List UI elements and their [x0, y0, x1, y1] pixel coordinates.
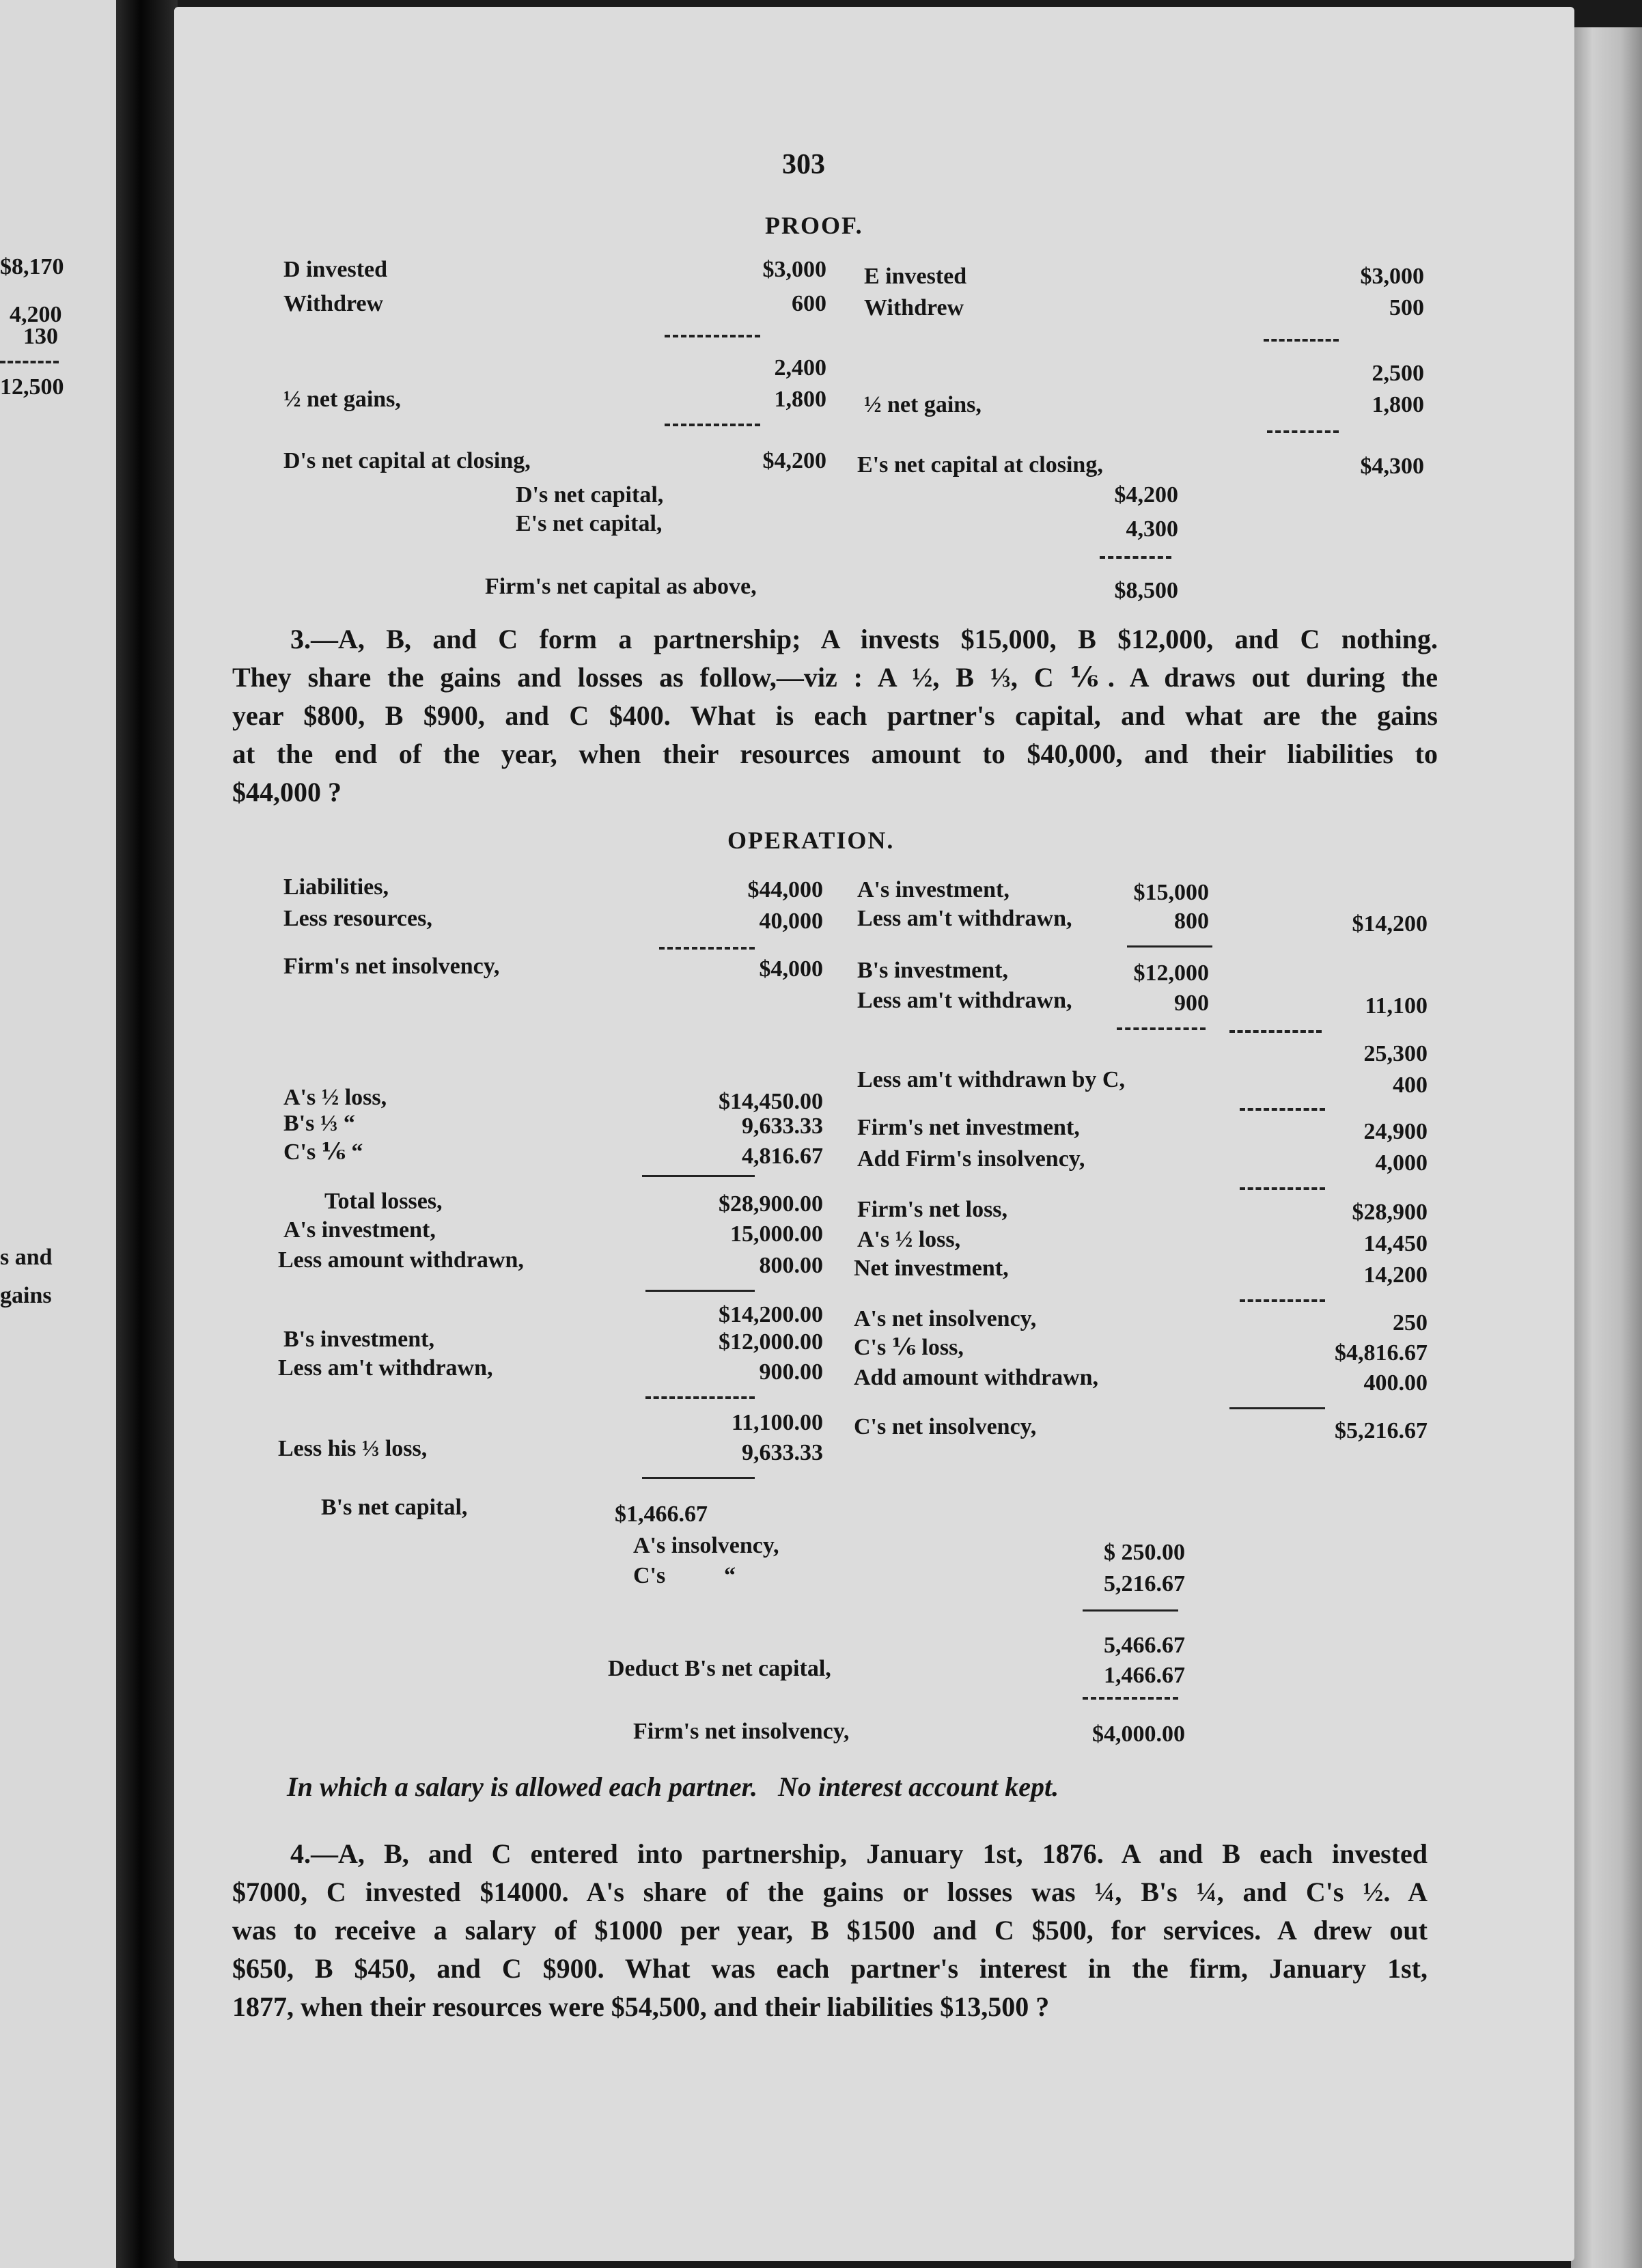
- r-firm-net-investment-label: Firm's net investment,: [857, 1115, 1080, 1140]
- rule: [645, 1290, 755, 1292]
- e-net-capital-value: $4,300: [1360, 454, 1424, 479]
- e-net-capital-label: E's net capital at closing,: [857, 452, 1103, 478]
- e-invested-value: $3,000: [1360, 264, 1424, 289]
- c-loss-label: C's ⅙ “: [283, 1139, 363, 1165]
- b-subtotal: 11,100.00: [731, 1410, 823, 1435]
- proof-heading: PROOF.: [765, 212, 863, 239]
- b-c-label: C's: [633, 1563, 666, 1588]
- rule: [642, 1477, 755, 1479]
- firm-insolvency-value: $4,000: [759, 956, 823, 982]
- sum-e-value: 4,300: [1126, 516, 1178, 542]
- prev-page-rule: [0, 361, 59, 363]
- r-firm-net-loss-label: Firm's net loss,: [857, 1197, 1008, 1222]
- page-number: 303: [782, 149, 825, 180]
- r-a-less-withdrawn-label: Less am't withdrawn,: [857, 906, 1072, 931]
- page-edge-stack: [1571, 27, 1642, 2268]
- r-b-less-withdrawn-label: Less am't withdrawn,: [857, 988, 1072, 1013]
- b-less-withdrawn-label: Less am't withdrawn,: [278, 1355, 493, 1381]
- sum-d-label: D's net capital,: [516, 482, 664, 508]
- b-investment-label: B's investment,: [283, 1327, 434, 1352]
- d-net-capital-value: $4,200: [762, 448, 826, 473]
- problem-3-line: at the end of the year, when their resources amount to $40,000, and their liabilities to: [232, 738, 1438, 769]
- rule: [1229, 1407, 1325, 1409]
- prev-page-text: 12,500: [0, 374, 64, 400]
- rule: [1267, 430, 1339, 433]
- problem-3-line: 3.—A, B, and C form a partnership; A invests $15,000, B $12,000, and C nothing.: [290, 624, 1438, 654]
- prev-page-text: 130: [23, 324, 58, 349]
- problem-3-text: [232, 620, 1438, 812]
- r-ab-subtotal: 25,300: [1363, 1041, 1428, 1066]
- problem-3-line: They share the gains and losses as follow,—viz : A ½, B ⅓, C ⅙. A draws out during the: [232, 662, 1438, 693]
- total-losses-label: Total losses,: [324, 1189, 443, 1214]
- book-gutter: [116, 0, 178, 2268]
- r-a-less-withdrawn-value: 800: [1174, 909, 1209, 934]
- a-less-withdrawn-label: Less amount withdrawn,: [278, 1247, 524, 1273]
- a-investment-label: A's investment,: [283, 1217, 436, 1243]
- c-loss-value: 4,816.67: [742, 1144, 823, 1169]
- d-half-gains-value: 1,800: [774, 387, 826, 412]
- a-investment-value: 15,000.00: [730, 1221, 823, 1247]
- b-firm-insolvency-label: Firm's net insolvency,: [633, 1719, 850, 1744]
- total-losses-value: $28,900.00: [719, 1191, 823, 1217]
- r-c-loss-value: $4,816.67: [1335, 1340, 1428, 1366]
- r-firm-net-loss-value: $28,900: [1352, 1200, 1428, 1225]
- r-less-c-withdrawn-value: 400: [1393, 1073, 1428, 1098]
- rule: [1240, 1108, 1325, 1111]
- problem-3-line: $44,000 ?: [232, 777, 342, 807]
- r-a-net: $14,200: [1352, 911, 1428, 937]
- e-invested-label: E invested: [864, 264, 967, 289]
- prev-page-text: s and: [0, 1245, 53, 1270]
- r-c-net-insolvency-value: $5,216.67: [1335, 1418, 1428, 1443]
- r-a-half-loss-value: 14,450: [1363, 1231, 1428, 1256]
- d-invested-value: $3,000: [762, 257, 826, 282]
- rule: [645, 1396, 755, 1399]
- rule: [1264, 339, 1339, 342]
- r-a-half-loss-label: A's ½ loss,: [857, 1227, 961, 1252]
- salary-note: In which a salary is allowed each partner. No interest account kept.: [287, 1771, 1059, 1802]
- a-loss-label: A's ½ loss,: [283, 1085, 387, 1110]
- b-less-loss-value: 9,633.33: [742, 1440, 823, 1465]
- b-less-loss-label: Less his ⅓ loss,: [278, 1436, 428, 1461]
- d-withdrew-value: 600: [792, 291, 826, 316]
- rule: [1127, 945, 1212, 948]
- b-c-ditto: “: [724, 1563, 736, 1588]
- b-a-insolvency-label: A's insolvency,: [633, 1533, 779, 1558]
- prev-page-text: $8,170: [0, 254, 64, 279]
- problem-4-line: was to receive a salary of $1000 per year, B $1500 and C $500, for services. A drew out: [232, 1915, 1428, 1946]
- r-firm-net-investment-value: 24,900: [1363, 1119, 1428, 1144]
- problem-4-text: [232, 1835, 1428, 2026]
- b-deduct-value: 1,466.67: [1104, 1663, 1185, 1688]
- e-withdrew-value: 500: [1389, 295, 1424, 320]
- b-less-withdrawn-value: 900.00: [759, 1359, 823, 1385]
- rule: [665, 424, 760, 426]
- rule: [1240, 1299, 1325, 1302]
- b-loss-value: 9,633.33: [742, 1114, 823, 1139]
- rule: [1083, 1609, 1178, 1612]
- problem-4-line: $650, B $450, and C $900. What was each partner's interest in the firm, January 1st,: [232, 1953, 1428, 1984]
- b-firm-insolvency-value: $4,000.00: [1092, 1721, 1185, 1747]
- r-add-firm-insolvency-label: Add Firm's insolvency,: [857, 1146, 1085, 1172]
- firm-net-capital-value: $8,500: [1114, 578, 1178, 603]
- b-c-value: 5,216.67: [1104, 1571, 1185, 1596]
- problem-4-line: 4.—A, B, and C entered into partnership, January 1st, 1876. A and B each invested: [290, 1838, 1428, 1869]
- sum-d-value: $4,200: [1114, 482, 1178, 508]
- r-a-net-insolvency-label: A's net insolvency,: [854, 1306, 1037, 1331]
- r-add-withdrawn-value: 400.00: [1363, 1370, 1428, 1396]
- r-a-investment-label: A's investment,: [857, 877, 1010, 902]
- liabilities-label: Liabilities,: [283, 874, 389, 900]
- b-a-insolvency-value: $ 250.00: [1104, 1540, 1185, 1565]
- operation-heading: OPERATION.: [727, 827, 895, 854]
- e-half-gains-label: ½ net gains,: [864, 392, 982, 417]
- problem-4-line: 1877, when their resources were $54,500, and their liabilities $13,500 ?: [232, 1991, 1050, 2022]
- book-page: [174, 7, 1574, 2261]
- r-net-investment-value: 14,200: [1363, 1262, 1428, 1288]
- a-less-withdrawn-value: 800.00: [759, 1253, 823, 1278]
- rule: [1117, 1027, 1206, 1030]
- e-withdrew-label: Withdrew: [864, 295, 964, 320]
- firm-net-capital-label: Firm's net capital as above,: [485, 574, 757, 599]
- r-c-net-insolvency-label: C's net insolvency,: [854, 1414, 1037, 1439]
- d-half-gains-label: ½ net gains,: [283, 387, 401, 412]
- r-less-c-withdrawn-label: Less am't withdrawn by C,: [857, 1067, 1125, 1092]
- r-c-loss-label: C's ⅙ loss,: [854, 1335, 964, 1360]
- rule: [1229, 1030, 1322, 1033]
- b-investment-value: $12,000.00: [719, 1329, 823, 1355]
- rule: [665, 335, 760, 337]
- b-loss-label: B's ⅓ “: [283, 1111, 355, 1136]
- prev-page-text: 4,200: [10, 302, 62, 327]
- d-net-capital-label: D's net capital at closing,: [283, 448, 531, 473]
- problem-3-line: year $800, B $900, and C $400. What is each partner's capital, and what are the gains: [232, 700, 1438, 731]
- less-resources-value: 40,000: [759, 909, 823, 934]
- a-subtotal: $14,200.00: [719, 1302, 823, 1327]
- r-a-net-insolvency-value: 250: [1393, 1310, 1428, 1336]
- liabilities-value: $44,000: [747, 877, 823, 902]
- d-invested-label: D invested: [283, 257, 388, 282]
- r-b-net: 11,100: [1365, 993, 1428, 1019]
- a-loss-value: $14,450.00: [719, 1089, 823, 1114]
- rule: [642, 1175, 755, 1177]
- rule: [659, 947, 755, 950]
- d-subtotal: 2,400: [774, 355, 826, 381]
- r-net-investment-label: Net investment,: [854, 1256, 1009, 1281]
- r-b-investment-label: B's investment,: [857, 958, 1008, 983]
- sum-e-label: E's net capital,: [516, 511, 663, 536]
- r-add-firm-insolvency-value: 4,000: [1375, 1150, 1428, 1176]
- prev-page-text: gains: [0, 1283, 52, 1308]
- rule: [1100, 556, 1171, 559]
- e-subtotal: 2,500: [1372, 361, 1424, 386]
- b-net-capital-label: B's net capital,: [321, 1495, 468, 1520]
- less-resources-label: Less resources,: [283, 906, 432, 931]
- problem-4-line: $7000, C invested $14000. A's share of the gains or losses was ¼, B's ¼, and C's ½. A: [232, 1877, 1428, 1907]
- r-b-investment-value: $12,000: [1133, 960, 1209, 986]
- previous-page-strip: [0, 0, 116, 2268]
- b-net-capital-value: $1,466.67: [615, 1502, 708, 1527]
- b-subtotal: 5,466.67: [1104, 1633, 1185, 1658]
- d-withdrew-label: Withdrew: [283, 291, 384, 316]
- b-deduct-label: Deduct B's net capital,: [608, 1656, 831, 1681]
- r-add-withdrawn-label: Add amount withdrawn,: [854, 1365, 1099, 1390]
- e-half-gains-value: 1,800: [1372, 392, 1424, 417]
- rule: [1083, 1697, 1178, 1700]
- r-a-investment-value: $15,000: [1133, 880, 1209, 905]
- rule: [1240, 1187, 1325, 1190]
- firm-insolvency-label: Firm's net insolvency,: [283, 954, 500, 979]
- r-b-less-withdrawn-value: 900: [1174, 991, 1209, 1016]
